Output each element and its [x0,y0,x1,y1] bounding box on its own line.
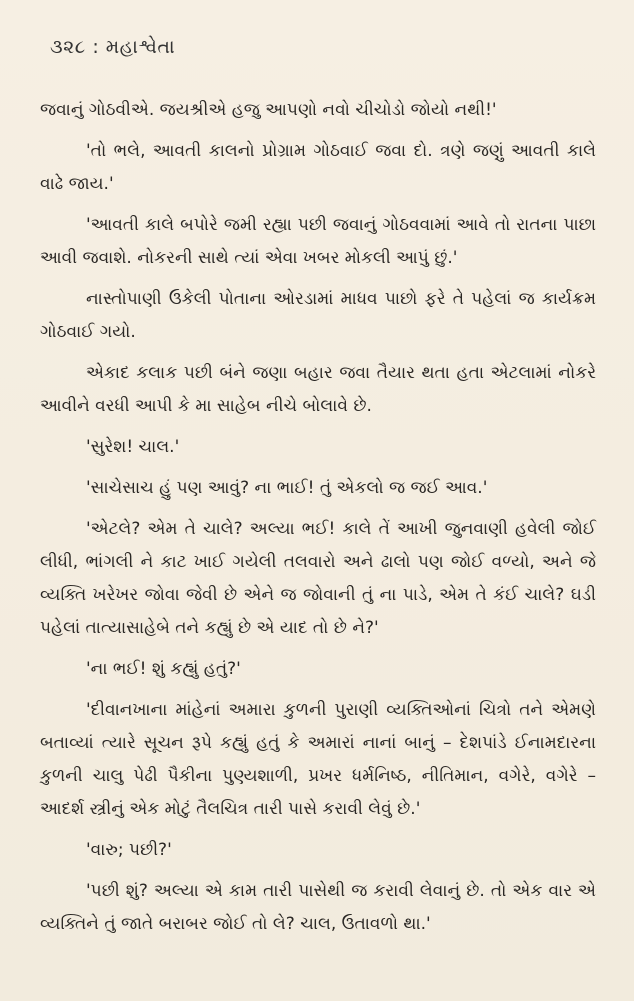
paragraph-12: 'પછી શું? અલ્યા એ કામ તારી પાસેથી જ કરાવી લેવાનું છે. તો એક વાર એ વ્યક્તિને તું જાતે બરાબર જોઈ તો લે? ચાલ, ઉતાવળો થા.' [40,881,596,934]
paragraph-6: 'સુરેશ! ચાલ.' [86,437,180,457]
paragraph-8: 'એટલે? એમ તે ચાલે? અલ્યા ભઈ! કાલે તેં આખી જુનવાણી હવેલી જોઈ લીધી, ભાંગલી ને કાટ ખાઈ ગયેલી તલવારો અને ઢાલો પણ જોઈ વળ્યો, અને જે વ્યક્તિ ખરેખર જોવા જેવી છે એને જ જોવાની તું ના પાડે, એમ તે કંઈ ચાલે? ઘડી પહેલાં તાત્યાસાહેબે તને કહ્યું છે એ યાદ તો છે ને?' [40,519,596,638]
paragraph-9: 'ના ભઈ! શું કહ્યું હતું?' [86,659,241,679]
paragraph-2: 'તો ભલે, આવતી કાલનો પ્રોગ્રામ ગોઠવાઈ જવા દો. ત્રણે જણું આવતી કાલે વાઢે જાય.' [40,141,596,194]
paragraph-5: એકાદ કલાક પછી બંને જણા બહાર જવા તૈયાર થતા હતા એટલામાં નોકરે આવીને વરધી આપી કે મા સાહેબ નીચે બોલાવે છે. [40,363,596,416]
body-text [40,94,596,941]
paragraph-1: જવાનું ગોઠવીએ. જયશ્રીએ હજુ આપણો નવો ચીચોડો જોયો નથી!' [40,100,497,120]
paragraph-7: 'સાચેસાચ હું પણ આવું? ના ભાઈ! તું એકલો જ જઈ આવ.' [86,478,488,498]
paragraph-11: 'વારુ; પછી?' [86,840,172,860]
book-title: મહાશ્વેતા [105,36,176,58]
page-number: ૩૨૮ [50,36,86,58]
paragraph-4: નાસ્તોપાણી ઉકેલી પોતાના ઓરડામાં માધવ પાછો ફરે તે પહેલાં જ કાર્યક્રમ ગોઠવાઈ ગયો. [40,289,596,342]
header-separator: : [92,36,100,58]
running-header [50,36,596,58]
paragraph-10: 'દીવાનખાના માંહેનાં અમારા કુળની પુરાણી વ્યક્તિઓનાં ચિત્રો તને એમણે બતાવ્યાં ત્યારે સૂચન રૂપે કહ્યું હતું કે અમારાં નાનાં બાનું – દેશપાંડે ઈનામદારના કુળની ચાલુ પેઢી પૈકીના પુણ્યશાળી, પ્રખર ધર્મનિષ્ઠ, નીતિમાન, વગેરે, વગેરે – આદર્શ સ્ત્રીનું એક મોટું તૈલચિત્ર તારી પાસે કરાવી લેવું છે.' [40,700,596,819]
paragraph-3: 'આવતી કાલે બપોરે જમી રહ્યા પછી જવાનું ગોઠવવામાં આવે તો રાતના પાછા આવી જવાશે. નોકરની સાથે ત્યાં એવા ખબર મોકલી આપું છું.' [40,215,596,268]
